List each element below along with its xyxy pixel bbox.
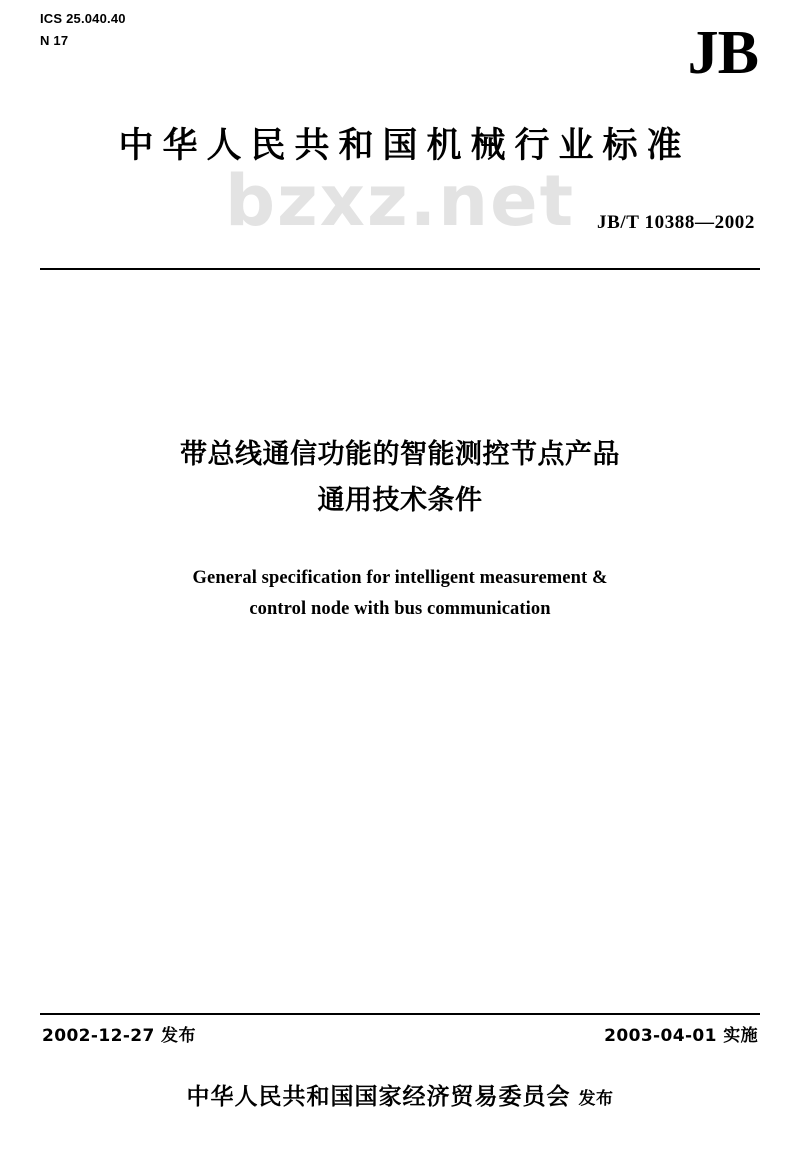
classification-codes: [40, 8, 126, 52]
issuing-authority: [0, 1078, 800, 1111]
jb-logo: JB: [687, 19, 758, 87]
standard-number: JB/T 10388—2002: [596, 212, 755, 233]
divider-bottom: [40, 1013, 760, 1015]
issue-date: 2002-12-27 发布: [42, 1026, 196, 1046]
document-title-english-line1: General specification for intelligent measurement &: [192, 568, 608, 588]
document-title-chinese-line1: 带总线通信功能的智能测控节点产品: [180, 439, 620, 470]
document-title-chinese-line2: 通用技术条件: [317, 485, 483, 516]
standard-header-chinese: 中华人民共和国机械行业标准: [118, 126, 691, 166]
issuing-authority-name: 中华人民共和国国家经济贸易委员会: [186, 1084, 571, 1110]
document-title-chinese: [60, 432, 740, 524]
issuing-authority-suffix: 发布: [578, 1089, 614, 1109]
classification-code: N 17: [40, 33, 69, 48]
document-title-english: [80, 563, 720, 625]
divider-top: [40, 268, 760, 270]
effective-date: 2003-04-01 实施: [604, 1026, 758, 1046]
document-title-english-line2: control node with bus communication: [249, 599, 551, 619]
ics-code: ICS 25.040.40: [40, 11, 126, 26]
watermark-text: bzxz.net: [224, 160, 576, 242]
